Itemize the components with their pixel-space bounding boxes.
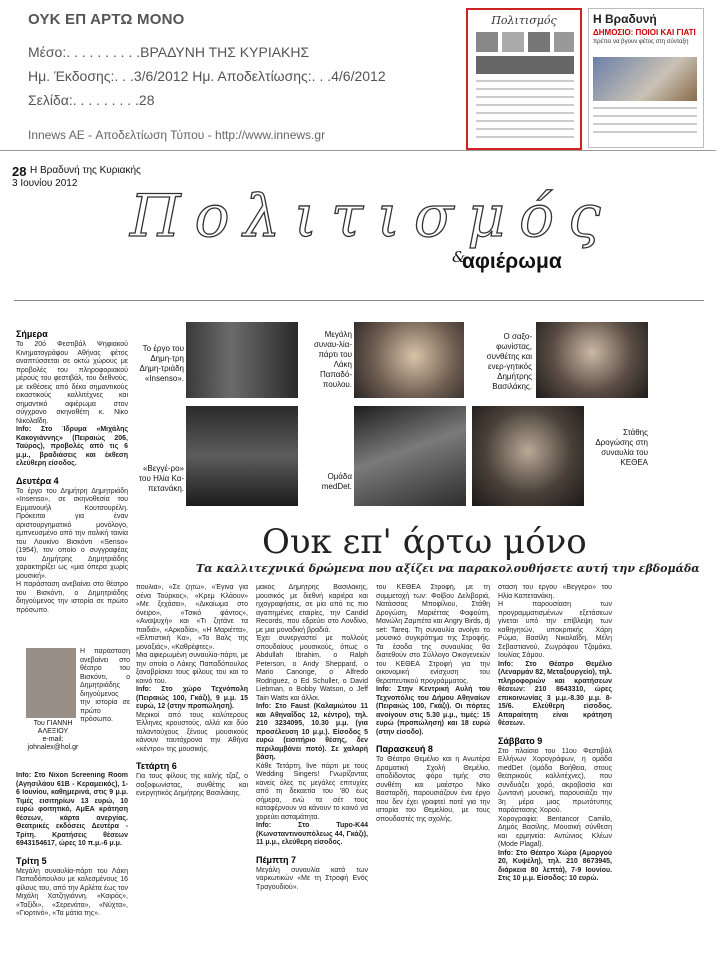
paragraph: Το Θέατρο Θεμέλιο και η Ανωτέρα Δραματική Σχολή Θεμέλιο, αποδίδοντας φόρο τιμής στο συνθέτη και μαέστρο Νίκο Βασταρδή, παρουσιάζουν ένα έργο που δεν έχει γραφτεί ποτέ για την ιστορία του Θεμελίου, με τους σπουδαστές της σχολής. xyxy=(376,756,490,823)
thumb-text xyxy=(476,88,574,90)
paragraph: Η παρουσίαση των προγραμματισμένων εξετάσεων γίνεται υπό την επίβλεψη των καθηγητών, υποκριτικής Χάρη Ρώμα, Βασίλη Νικολαΐδη, Μέλη Σεβαστιανού, Ζωγράφου Τζομάκα, Ιουλίας Σάμου. xyxy=(498,601,612,659)
article-column-4 xyxy=(376,584,490,972)
paragraph: Κάθε Τετάρτη, live πάρτι με τους Wedding Singers! Γνωρίζοντας κανείς όλες τις μεγάλες επιτυχίες από τη δεκαετία του '80 έως σήμερα, ενώ τα σέτ τους καταφέρνουν να κάνουν το κοινό να χορεύει ασταμάτητα. xyxy=(256,762,368,821)
day-heading: Δευτέρα 4 xyxy=(16,475,59,486)
publication-date: 3 Ιουνίου 2012 xyxy=(12,178,78,189)
front-page-subheadline: πρέπει να βγουν φέτος στη σύνταξη xyxy=(593,39,689,45)
paragraph: στασή του έργου «Βεγγέρο» του Ηλία Καπετανάκη. xyxy=(498,584,612,600)
paragraph: Το έργο του Δημήτρη Δημητριάδη «Insenso», σε σκηνοθεσία του Εμμανουήλ Κουτσουρέλη. Πρόκειται για έναν αριστουργηματικό μονόλογο, εμπνευσμένο από την ιταλική ταινία του Λουκίνο Βισκόντι «Senso» (1954), τον οποίο ο συγγραφέας του Δημήτρης Δημητριάδης χαρακτηρίζει ως «μια όπερα χωρίς μουσική». xyxy=(16,487,128,580)
thumb-text xyxy=(476,96,574,98)
day-heading: Σάββατο 9 xyxy=(498,735,543,746)
info-paragraph: Info: Στο Θέατρο Χώρα (Αμοργού 20, Κυψέλη), τηλ. 210 8673945, διάρκεια 80 λεπτά), 7-9 Ιουνίου. Στις 10 μ.μ. Είσοδος: 10 ευρώ. xyxy=(498,849,612,882)
article-column-1-lower xyxy=(16,772,128,972)
thumb-text xyxy=(593,107,697,109)
paragraph: Το 20ό Φεστιβάλ Ψηφιακού Κινηματογράφου Αθήνας φέτος αναπτύσσεται σε οκτώ χώρους με προβολές του πληροφοριακού μέρους του φεστιβάλ, του διεθνούς, με εκθέσεις από δέκα σημαντικούς εικαστικούς καλλιτέχνες και σημαντικό αφιέρωμα στον σύγχρονο σκηνοθέτη κ. Νίκο Νικολαΐδη. xyxy=(16,341,128,425)
caption-drogosis: Στάθης Δρογώσης στη συναυλία του ΚΕΘΕΑ xyxy=(595,428,648,467)
author-byline xyxy=(22,720,84,752)
publication-name: Η Βραδυνή της Κυριακής xyxy=(30,165,141,176)
article-column-2 xyxy=(136,584,248,972)
header-divider xyxy=(0,150,716,151)
day-heading: Παρασκευή 8 xyxy=(376,744,433,754)
article-column-1-wrap xyxy=(80,648,130,768)
paragraph: μακός Δημήτρης Βασιλάκης, μουσικός με διεθνή καριέρα και ηχογραφήσεις, σε μία από τις πιο αγαπημένες εταιρίες, την Candid Records, που εδρεύει στο Λονδίνο, με μια μοναδική βραδιά. xyxy=(256,584,368,634)
clipping-header xyxy=(0,0,716,152)
front-page-photo xyxy=(593,57,697,101)
caption-meddet: Ομάδα medDet. xyxy=(321,472,352,491)
thumb-photo xyxy=(554,32,574,52)
section-ampersand: & xyxy=(452,248,466,266)
info-paragraph: Info: Στο Faust (Καλαμιώτου 11 και Αθηναΐδος 12, κέντρο), τηλ. 210 3234095, 10.30 μ.μ. (για προσέλευση 10 μ.μ.). Είσοδος 5 ευρώ (εισιτήριο θέσης, δεν περιλαμβάνει ποτό). Σε χαλαρή βάση. xyxy=(256,703,368,761)
thumb-text xyxy=(476,120,574,122)
article-subtitle: Τα καλλιτεχνικά δρώμενα που αξίζει να παρακολουθήσετε αυτή την εβδομάδα xyxy=(196,562,700,575)
thumb-text xyxy=(593,123,697,125)
paragraph: πουλιά», «Σε ζητώ», «Έγινα για σένα Τούρκος», «Κρεμ Κλάουν» «Με ξεχάσει», «Δικαίωμα στο όνειρο», «Τσικό φάντος», «Αναψυχή» και «Τι ζητάνε τα παιδιά», «Αρκαδία», «Η Μαριέττα», «Ελπιστική Κα», «Το Βαλς της μοναξιάς», «Καθρέφτες». xyxy=(136,584,248,651)
thumb-photo xyxy=(528,32,550,52)
photo-drogosis xyxy=(472,406,584,506)
article-page xyxy=(0,152,716,975)
info-paragraph: Info: Στο Θέατρο Θεμέλιο (Λεναρμάν 82, Μεταξουργείο), τηλ. πληροφοριών και κρατήσεων θέσεων: 210 8643310, ώρες επικοινωνίας 3 μ.μ.-8.30 μ.μ. 8-15/6. Ελεύθερη είσοδος. Απαραίτητη είναι κράτηση θέσεων. xyxy=(498,660,612,727)
photo-papadopoulos xyxy=(354,322,464,398)
caption-veggero: «Βεγγέ-ρο» του Ηλία Κα-πετανάκη. xyxy=(138,464,184,493)
clipping-footer: Innews AE - Αποδελτίωση Τύπου - http://www.innews.gr xyxy=(28,128,326,142)
photo-veggero xyxy=(186,406,298,506)
day-heading: Σήμερα xyxy=(16,329,48,339)
article-title: Ουκ επ' άρτω μόνο xyxy=(262,522,587,562)
caption-vasilakis: Ο σαξο-φωνίστας, συνθέτης και ενερ-γητικός Δημήτρης Βασιλάκης. xyxy=(486,332,532,391)
info-paragraph: Info: Στο Tupo-K44 (Κωνσταντινουπόλεως 44, Γκάζι), 11 μ.μ., ελεύθερη είσοδος. xyxy=(256,822,368,846)
info-paragraph: Info: Στο Nixon Screening Room (Αγησιλάου 61Β - Κεραμεικός), 1-6 Ιουνίου, καθημερινά, στις 9 μ.μ. Τιμές εισιτηρίων 13 ευρώ, 10 ευρώ φοιτητικό, ΑμΕΑ κράτηση θέσεων, κάρτα ανεργίας. Θεατρικές εκδόσεις Δευτέρα - Τρίτη. Κρατήσεις θέσεων 6943154617, ώρες 10 π.μ.-6 μ.μ. xyxy=(16,772,128,847)
thumb-text xyxy=(476,136,574,138)
paragraph: Μεγάλη συναυλία κατά των ναρκωτικών «Με τη Στροφή Ενός Τραγουδιού». xyxy=(256,866,368,891)
caption-papadopoulos: Μεγάλη συναυ-λία-πάρτι του Λάκη Παπαδό-πουλου. xyxy=(313,330,352,389)
thumb-text xyxy=(476,104,574,106)
caption-insenso: Το έργο του Δημη-τρη Δημη-τριάδη «Insenso». xyxy=(139,344,184,383)
info-paragraph: Info: Στο Ίδρυμα «Μιχάλης Κακογιάννης» (Πειραιώς 206, Ταύρος), προβολές από τις 6 μ.μ., βραδιάσεις και έκθεση ελεύθερη είσοδος. xyxy=(16,426,128,467)
photo-vasilakis xyxy=(536,322,648,398)
front-page-thumbnail[interactable] xyxy=(588,8,704,148)
page-number: 28 xyxy=(12,164,27,179)
info-paragraph: Info: Στο χώρο Τεχνόπολη (Πειραιώς 100, Γκάζι), 9 μ.μ. 15 ευρώ, 12 (στην προπώληση). xyxy=(136,686,248,710)
day-heading: Τετάρτη 6 xyxy=(136,761,177,771)
clipping-title: ΟΥΚ ΕΠ ΑΡΤΩ ΜΟΝΟ xyxy=(28,11,185,28)
thumbnail-title: Πολιτισμός xyxy=(491,14,557,27)
day-heading: Πέμπτη 7 xyxy=(256,854,296,865)
dates-line: Ημ. Έκδοσης:. . .3/6/2012 Ημ. Αποδελτίωσης:. . .4/6/2012 xyxy=(28,68,386,84)
paragraph: του ΚΕΘΕΑ Στροφή, με τη συμμετοχή των: Φοίβου Δελιβοριά, Νατάσσας Μποφίλιου, Στάθη Δρογώση, Μαριέττας Φαφούτη, Μανώλη Ζαμπέτα και Angry Birds, dj set: Tareq. Τη συναυλία ανοίγει το μουσικό συγκρότημα της Στροφής. Τα έσοδα της συναυλίας θα διατεθούν στο Σύλλογο Οικογενειών του ΚΕΘΕΑ Στροφή για την οικονομική ενίσχυση του θεραπευτικού προγράμματος. xyxy=(376,584,490,685)
thumb-text xyxy=(476,112,574,114)
section-divider xyxy=(14,300,704,301)
thumb-photo xyxy=(502,32,524,52)
paragraph: Μεγάλη συναυλία-πάρτι του Λάκη Παπαδόπουλου με καλεσμένους 16 φίλους του, από την Αρλέτα έως τον Μιχάλη Χατζηγιάννη. «Καιρός», «Ταξίδι», «Σερενάτα», «Νύχτα», «Γιορτινό», «Τα μάτια της». xyxy=(16,867,128,917)
section-title: Πολιτισμός xyxy=(130,182,615,250)
thumb-photo xyxy=(476,32,498,52)
paragraph: Στο πλαίσιο του 11ου Φεστιβάλ Ελλήνων Χορογράφων, η ομάδα medDet (ομάδα Βοήθεια, στους θεατρικούς καλλιτέχνες), που συνδυάζει χορό, ακροβασία και ζωντανή μουσική, παρουσιάζει την 3η μέρα μιας πρωτότυπης παράστασης Χορού. xyxy=(498,747,612,814)
page-line: Σελίδα:. . . . . . . . .28 xyxy=(28,92,155,108)
thumb-text xyxy=(593,131,697,133)
info-paragraph: Info: Στην Κεντρική Αυλή του Τεχνοπόλις του Δήμου Αθηναίων (Πειραιώς 100, Γκάζι). Οι πόρτες ανοίγουν στις 5.30 μ.μ., τιμές: 15 ευρώ (προπώληση) και 18 ευρώ (στην είσοδο). xyxy=(376,686,490,736)
front-page-headline: ΔΗΜΟΣΙΟ: ΠΟΙΟΙ ΚΑΙ ΓΙΑΤΙ xyxy=(593,28,696,37)
photo-insenso xyxy=(186,322,298,398)
paragraph: Για τους φίλους της καλής τζαζ, ο σαξοφωνίστας, συνθέτης και ενεργητικός Δημήτρης Βασιλάκης. xyxy=(136,773,248,797)
thumb-text xyxy=(476,80,574,82)
thumb-text xyxy=(476,128,574,130)
paragraph: Η παράσταση ανεβαίνει στο θέατρο του Βισκόντι, ο Δημητριάδης διηγούμενος την ιστορία σε πρώτο πρόσωπο. xyxy=(80,648,130,723)
paragraph: Η παράσταση ανεβαίνει στο θέατρο του Βισκόντι, ο Δημητριάδης διηγούμενος την ιστορία σε πρώτο πρόσωπο. xyxy=(16,581,128,614)
section-subtitle: αφιέρωμα xyxy=(462,250,562,273)
author-name: Του ΓΙΑΝΝΗ ΑΛΕΞΙΟΥ xyxy=(33,720,73,735)
paragraph: Μερικοί από τους καλύτερους Έλληνες κρουστούς, αλλά και δύο ταλαντούχους ξένους μουσικούς κάνουν ταυτόχρονα την Αθήνα «κέντρο» της μουσικής. xyxy=(136,711,248,753)
thumb-photo xyxy=(476,56,574,74)
front-page-masthead: Η Βραδυνή xyxy=(593,12,657,26)
paragraph: Χορογραφία: Bentancor Camilo, Δημός Βασίλης. Μουσική σύνθεση και ερμηνεία: Αντώνιος Κλέων (Mode Plagal). xyxy=(498,815,612,848)
article-column-3 xyxy=(256,584,368,972)
article-column-5 xyxy=(498,584,612,972)
author-photo xyxy=(26,648,76,718)
photo-meddet xyxy=(354,406,466,506)
medium-line: Μέσο:. . . . . . . . . .ΒΡΑΔΥΝΗ ΤΗΣ ΚΥΡΙΑΚΗΣ xyxy=(28,44,310,60)
thumb-text xyxy=(593,115,697,117)
paragraph: Έχει συνεργαστεί με πολλούς σπουδαίους μουσικούς, όπως ο Abdullah Ibrahim, ο Ralph Peterson, ο Andy Sheppard, ο Mario Canonge, ο Alfredo Rodriguez, ο Ed Schuller, ο David Liebman, ο Bobby Watson, ο Jeff Tain Watts και άλλοι. xyxy=(256,635,368,702)
page-thumbnail[interactable] xyxy=(466,8,582,150)
author-email: e-mail: johnalex@hol.gr xyxy=(27,736,79,751)
day-heading: Τρίτη 5 xyxy=(16,855,47,866)
article-column-1 xyxy=(16,322,128,652)
paragraph: Μια αφιερωμένη συναυλία-πάρτι, με την οποία ο Λάκης Παπαδόπουλος ξαναβρίσκει τους φίλους του και το κοινό του. xyxy=(136,652,248,685)
